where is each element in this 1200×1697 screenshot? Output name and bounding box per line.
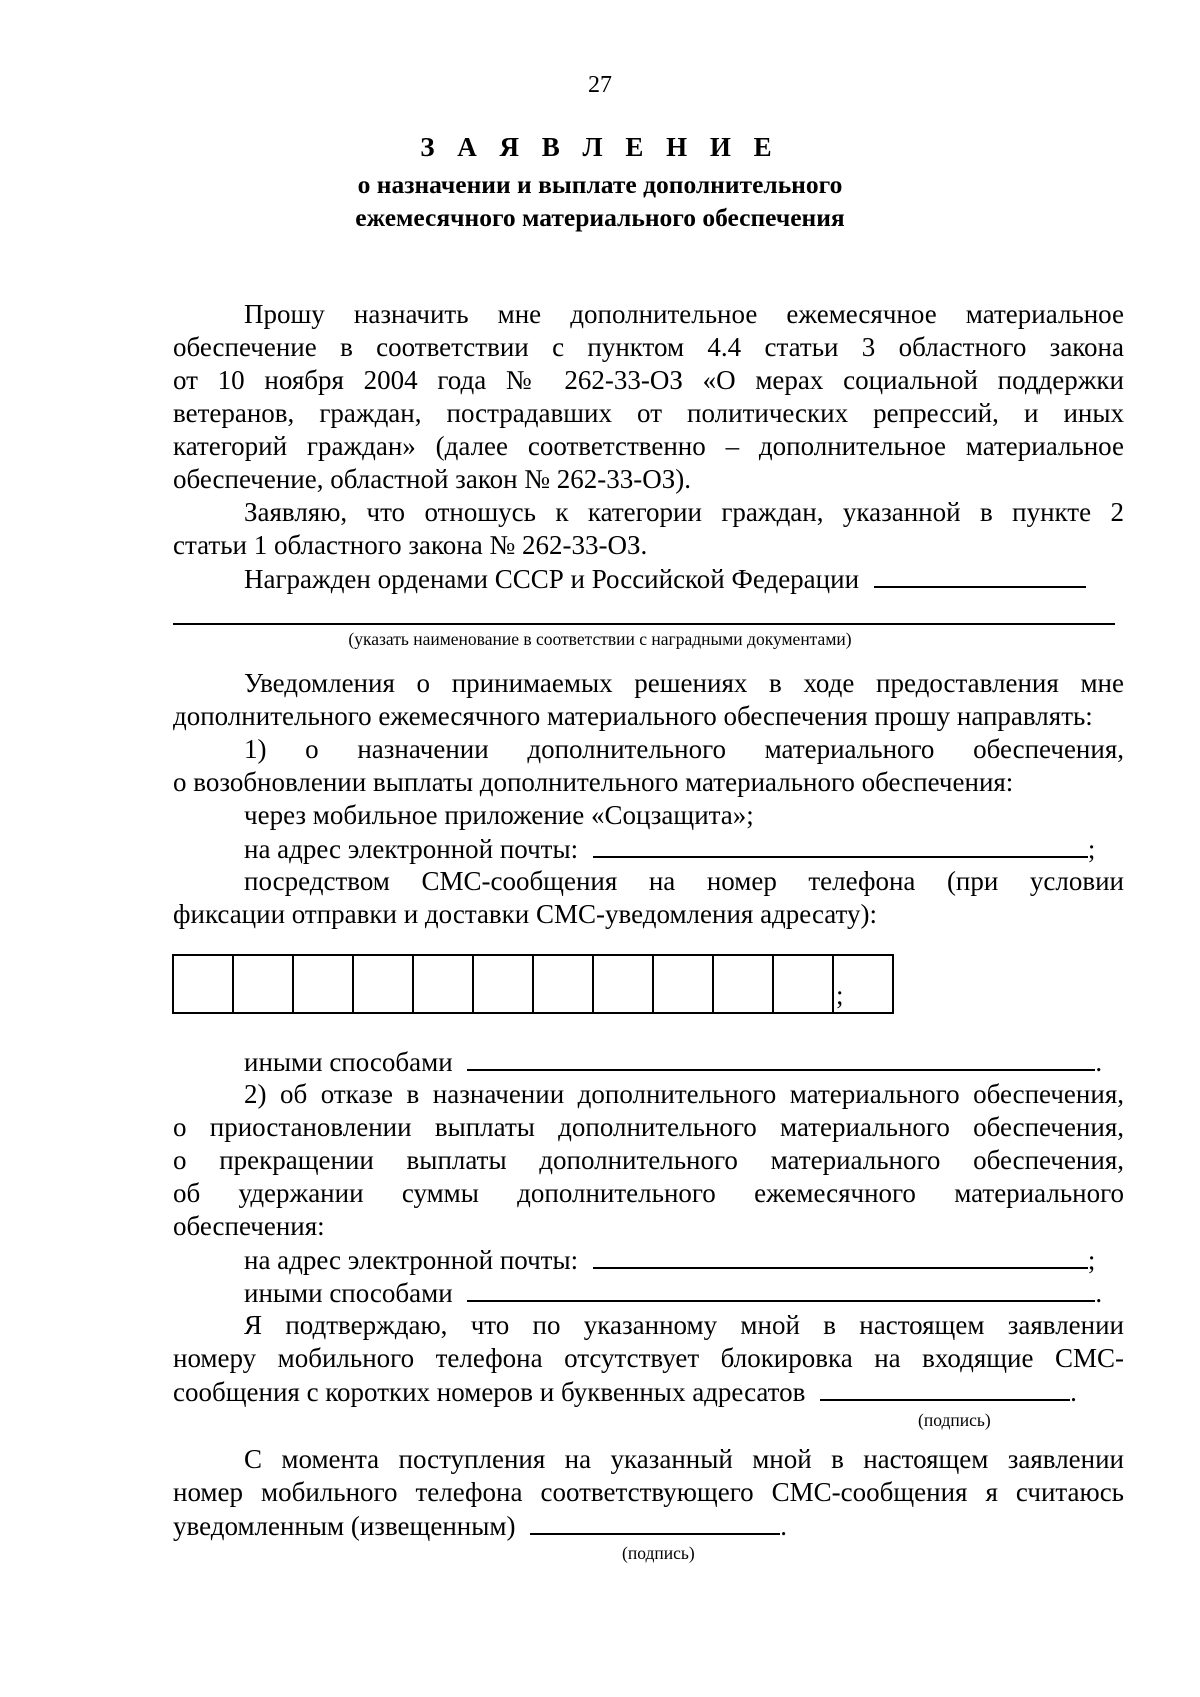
boxes-semicolon: ; xyxy=(836,980,844,1010)
paragraph-line: от 10 ноября 2004 года № 262-33-ОЗ «О мерах социальной поддержки xyxy=(173,365,1124,395)
document-title: З А Я В Л Е Н И Е xyxy=(420,132,780,162)
other-methods-row-1 xyxy=(244,1045,1124,1079)
awards-input-line[interactable] xyxy=(874,562,1086,588)
signature-line[interactable] xyxy=(820,1375,1070,1401)
phone-digit-box[interactable] xyxy=(414,956,474,1012)
item-1-line: о возобновлении выплаты дополнительного материального обеспечения: xyxy=(173,767,1014,797)
semicolon: ; xyxy=(1087,834,1096,864)
confirm-line: сообщения с коротких номеров и буквенных адресатов xyxy=(173,1377,806,1407)
email-label: на адрес электронной почты: xyxy=(244,1245,579,1275)
signature-line[interactable] xyxy=(530,1509,780,1535)
period: . xyxy=(1070,1377,1077,1407)
signature-hint: (подпись) xyxy=(918,1410,991,1430)
phone-digit-box[interactable] xyxy=(714,956,774,1012)
email-input-line[interactable] xyxy=(593,1243,1088,1269)
confirm-line: номеру мобильного телефона отсутствует блокировка на входящие СМС- xyxy=(173,1343,1124,1373)
paragraph-line: статьи 1 областного закона № 262-33-ОЗ. xyxy=(173,530,648,560)
item-2-line: 2) об отказе в назначении дополнительного материального обеспечения, xyxy=(244,1079,1124,1109)
confirm-line: Я подтверждаю, что по указанному мной в настоящем заявлении xyxy=(244,1310,1124,1340)
email-row-2 xyxy=(244,1243,1124,1277)
email-input-line[interactable] xyxy=(593,832,1088,858)
phone-digit-box[interactable] xyxy=(534,956,594,1012)
paragraph-line: обеспечение, областной закон № 262-33-ОЗ). xyxy=(173,464,692,494)
item-2-line: обеспечения: xyxy=(173,1211,325,1241)
notified-line: номер мобильного телефона соответствующего СМС-сообщения я считаюсь xyxy=(173,1477,1124,1507)
signature-hint: (подпись) xyxy=(622,1543,695,1563)
paragraph-line: Уведомления о принимаемых решениях в ходе предоставления мне xyxy=(244,668,1124,698)
item-2-line: о прекращении выплаты дополнительного материального обеспечения, xyxy=(173,1145,1124,1175)
semicolon: ; xyxy=(1087,1245,1096,1275)
item-2-line: об удержании суммы дополнительного ежемесячного материального xyxy=(173,1178,1124,1208)
paragraph-line: обеспечение в соответствии с пунктом 4.4 статьи 3 областного закона xyxy=(173,332,1124,362)
item-2-line: о приостановлении выплаты дополнительного материального обеспечения, xyxy=(173,1112,1124,1142)
email-row-1 xyxy=(244,832,1124,866)
paragraph-line: Заявляю, что отношусь к категории граждан, указанной в пункте 2 xyxy=(244,497,1124,527)
notified-line: уведомленным (извещенным) xyxy=(173,1511,516,1541)
paragraph-line: ветеранов, граждан, пострадавших от политических репрессий, и иных xyxy=(173,398,1124,428)
phone-digit-box[interactable] xyxy=(774,956,834,1012)
phone-digit-box[interactable] xyxy=(294,956,354,1012)
other-methods-label: иными способами xyxy=(244,1278,453,1308)
awards-continuation-line[interactable] xyxy=(173,623,1115,625)
notified-line: С момента поступления на указанный мной в настоящем заявлении xyxy=(244,1444,1124,1474)
paragraph-line: категорий граждан» (далее соответственно – дополнительное материальное xyxy=(173,431,1124,461)
confirm-signature-row xyxy=(173,1375,1124,1409)
awards-row xyxy=(244,562,1124,596)
paragraph-line: дополнительного ежемесячного материального обеспечения прошу направлять: xyxy=(173,701,1093,731)
other-methods-input-line[interactable] xyxy=(467,1276,1095,1302)
page-number: 27 xyxy=(588,72,612,98)
phone-digit-box[interactable] xyxy=(474,956,534,1012)
other-methods-row-2 xyxy=(244,1276,1124,1310)
period: . xyxy=(780,1511,787,1541)
sms-option-line: фиксации отправки и доставки СМС-уведомления адресату): xyxy=(173,899,877,929)
phone-number-boxes xyxy=(172,954,894,1014)
email-label: на адрес электронной почты: xyxy=(244,834,579,864)
awards-hint: (указать наименование в соответствии с наградными документами) xyxy=(348,629,852,649)
phone-digit-box[interactable] xyxy=(234,956,294,1012)
phone-digit-box[interactable] xyxy=(594,956,654,1012)
paragraph-line: Прошу назначить мне дополнительное ежемесячное материальное xyxy=(244,299,1124,329)
period: . xyxy=(1095,1278,1103,1308)
document-subtitle-line-1: о назначении и выплате дополнительного xyxy=(357,170,843,199)
sms-option-line: посредством СМС-сообщения на номер телефона (при условии xyxy=(244,866,1124,896)
item-1-line: 1) о назначении дополнительного материального обеспечения, xyxy=(244,734,1124,764)
awards-label: Награжден орденами СССР и Российской Федерации xyxy=(244,564,860,594)
phone-digit-box[interactable] xyxy=(174,956,234,1012)
via-app-option: через мобильное приложение «Соцзащита»; xyxy=(244,800,754,830)
document-subtitle-line-2: ежемесячного материального обеспечения xyxy=(355,203,845,232)
notified-signature-row xyxy=(173,1509,1124,1543)
phone-digit-box[interactable] xyxy=(354,956,414,1012)
other-methods-label: иными способами xyxy=(244,1047,453,1077)
phone-digit-box[interactable] xyxy=(654,956,714,1012)
other-methods-input-line[interactable] xyxy=(467,1045,1095,1071)
period: . xyxy=(1095,1047,1103,1077)
